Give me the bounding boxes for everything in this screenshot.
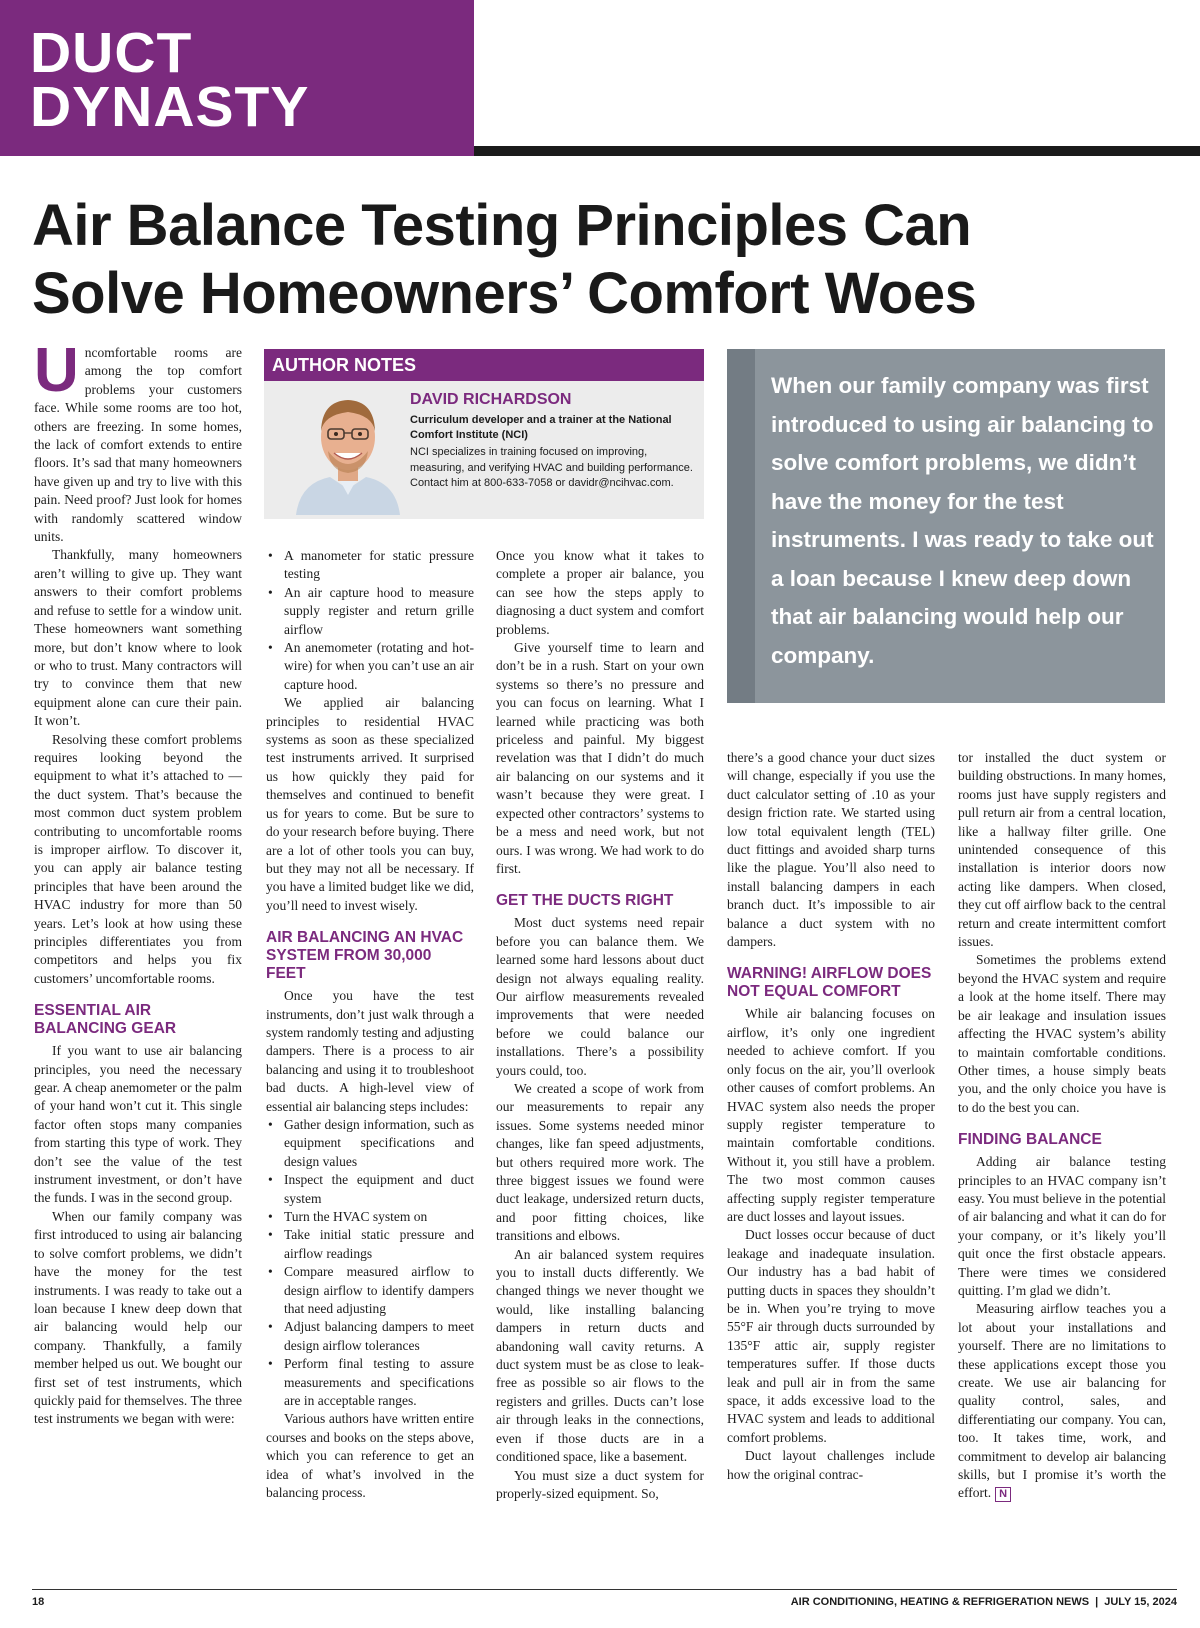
paragraph: If you want to use air balancing principles, you need the necessary gear. A cheap anemometer or the palm of your hand won’t cut it. This single factor often stops many companies from starting this type of work. They don’t see the value of the test instrument investment, or don’t have the funds. I was in the second group. bbox=[34, 1043, 242, 1206]
paragraph: We created a scope of work from our measurements to repair any issues. Some systems needed minor changes, like fan speed adjustments, but others required more work. The three biggest issues we found were duct leakage, undersized return ducts, and poor fitting choices, like transitions and elbows. bbox=[496, 1080, 704, 1244]
section-heading-30000-feet: AIR BALANCING AN HVAC SYSTEM FROM 30,000 FEET bbox=[266, 929, 464, 983]
paragraph: When our family company was first introduced to using air balancing to solve comfort problems, we didn’t have the money for the test instruments. I was ready to take out a loan because I knew deep down that air balancing would help our company. Thankfully, a family member helped us out. We bought our first set of test instruments, which quickly paid for themselves. The three test instruments we began with were: bbox=[34, 1208, 242, 1427]
column-5 bbox=[958, 749, 1166, 1503]
list-item: • A manometer for static pressure testing bbox=[268, 548, 474, 582]
footer-rule bbox=[32, 1589, 1177, 1590]
headline-line1: Air Balance Testing Principles Can bbox=[32, 193, 972, 258]
paragraph: We applied air balancing principles to residential HVAC systems as soon as these specialized test instruments arrived. It surprised us how quickly they paid for themselves and continued to benefit us for years to come. But be sure to do your research before buying. There are a lot of other tools you can buy, but they may not all be necessary. If you have a limited budget like we did, you’ll need to invest wisely. bbox=[266, 695, 474, 913]
section-heading-finding-balance: FINDING BALANCE bbox=[958, 1131, 1102, 1149]
final-paragraph-text: Measuring airflow teaches you a lot about your installations and yourself. There are no limitations to these applications except those you create. We use air balancing for quality control, sales, and differentiating our company. You can, too. It takes time, work, and commitment to develop air balancing skills, but I promise it’s worth the effort. bbox=[958, 1301, 1166, 1501]
paragraph: Various authors have written entire courses and books on the steps above, which you can reference to get an idea of what’s involved in the balancing process. bbox=[266, 1411, 474, 1501]
intro-text: ncomfortable rooms are among the top comfort problems your customers face. While some rooms are too hot, others are freezing. In some homes, the lack of comfort extends to entire floors. It’s sad that many homeowners have given up and try to live with this pain. Need proof? Just look for homes with randomly scattered window units. bbox=[34, 345, 242, 545]
paragraph: While air balancing focuses on airflow, it’s only one ingredient needed to achieve comfort. If you only focus on the air, you’ll overlook other causes of comfort problems. An HVAC system also needs the proper supply register temperature to maintain comfortable conditions. Without it, you still have a problem. The two most common causes affecting supply register temperature are duct losses and layout issues. bbox=[727, 1006, 935, 1224]
paragraph: Sometimes the problems extend beyond the HVAC system and require a look at the home itself. There may be air leakage and insulation issues affecting the HVAC system’s ability to maintain comfortable conditions. Other times, a house simply beats you, and the only choice you have is to do the best you can. bbox=[958, 952, 1166, 1115]
paragraph: Duct layout challenges include how the original contrac- bbox=[727, 1448, 935, 1482]
paragraph: You must size a duct system for properly-sized equipment. So, bbox=[496, 1467, 704, 1501]
publication-name: AIR CONDITIONING, HEATING & REFRIGERATION NEWS bbox=[790, 1596, 1090, 1608]
footer-separator: | bbox=[1095, 1596, 1099, 1608]
column-4 bbox=[727, 749, 935, 1484]
author-description: NCI specializes in training focused on improving, measuring, and verifying HVAC and building performance. Contact him at 800-633-7058 or davidr@ncihvac.com. bbox=[410, 446, 693, 489]
column-1 bbox=[34, 336, 242, 1429]
paragraph: Resolving these comfort problems requires looking beyond the equipment to what it’s attached to — the duct system. That’s because the most common duct system problem contributing to uncomfortable rooms is improper airflow. To discover it, you can apply air balance testing principles that have been around the HVAC industry for more than 50 years. Let’s look at how using these principles differentiates you from competitors and helps you fix customers’ uncomfortable rooms. bbox=[34, 731, 242, 986]
pull-quote-bar bbox=[727, 349, 755, 703]
column-2 bbox=[266, 547, 474, 1503]
list-item: • Perform final testing to assure measurements and specifications are in acceptable ranges. bbox=[268, 1356, 474, 1409]
author-notes-title: AUTHOR NOTES bbox=[272, 355, 416, 375]
section-banner-title bbox=[30, 21, 310, 139]
steps-list bbox=[266, 1116, 474, 1411]
list-item: • Adjust balancing dampers to meet design airflow tolerances bbox=[268, 1319, 474, 1353]
paragraph: there’s a good chance your duct sizes will change, especially if you use the duct calculator setting of .10 as your design friction rate. We started using low total equivalent length (TEL) duct fittings and avoided sharp turns like the plague. You’ll also need to install balancing dampers in each branch duct. It’s impossible to air balance a duct system with no dampers. bbox=[727, 750, 935, 950]
section-heading-warning: WARNING! AIRFLOW DOES NOT EQUAL COMFORT bbox=[727, 965, 932, 1001]
author-notes-header bbox=[264, 349, 704, 381]
list-item: • Compare measured airflow to design airflow to identify dampers that need adjusting bbox=[268, 1264, 474, 1317]
list-item: • Turn the HVAC system on bbox=[268, 1209, 428, 1224]
paragraph: An air balanced system requires you to install ducts differently. We changed things we never thought we would, like installing balancing dampers in return ducts and abandoning wall cavity returns. A duct system must be as close to leak-free as possible so air flows to the registers and grilles. Ducts can’t lose air through leaks in the connections, even if those ducts are in a conditioned space, like a basement. bbox=[496, 1246, 704, 1465]
list-item: • Gather design information, such as equipment specifications and design values bbox=[268, 1116, 474, 1169]
top-rule bbox=[474, 146, 1200, 156]
paragraph: Adding air balance testing principles to an HVAC company isn’t easy. You must believe in the potential of air balancing and what it can do for your company, or it’s likely you’ll quit once the first obstacle appears. There were times we considered quitting. I’m glad we didn’t. bbox=[958, 1154, 1166, 1298]
intro-paragraph bbox=[34, 336, 242, 546]
section-banner-line1: DUCT bbox=[30, 21, 193, 85]
headline-line2: Solve Homeowners’ Comfort Woes bbox=[32, 261, 977, 326]
section-heading-ducts-right: GET THE DUCTS RIGHT bbox=[496, 892, 674, 910]
section-banner bbox=[0, 0, 474, 156]
section-heading-gear: ESSENTIAL AIR BALANCING GEAR bbox=[34, 1002, 177, 1038]
issue-date: JULY 15, 2024 bbox=[1104, 1596, 1177, 1608]
paragraph: tor installed the duct system or building obstructions. In many homes, rooms just have supply registers and pull return air from a central location, like a hallway filter grille. One unintended consequence of this installation is interior doors now acting like dampers. When closed, they cut off airflow back to the central return and create intermittent comfort issues. bbox=[958, 750, 1166, 950]
author-role: Curriculum developer and a trainer at the National Comfort Institute (NCI) bbox=[410, 414, 672, 441]
author-name: DAVID RICHARDSON bbox=[410, 391, 572, 408]
paragraph: Once you have the test instruments, don’t just walk through a system randomly testing and adjusting dampers. There is a process to air balancing and using it to troubleshoot bad ducts. A high-level view of essential air balancing steps includes: bbox=[266, 988, 474, 1114]
paragraph: Give yourself time to learn and don’t be in a rush. Start on your own systems so there’s no pressure and you can focus on learning. What I learned while practicing was both priceless and painful. My biggest revelation was that I didn’t do much air balancing on our systems and it wasn’t because they were great. I expected other contractors’ systems to be a mess and need work, but not ours. I was wrong. We had work to do first. bbox=[496, 640, 704, 876]
end-mark-icon: N bbox=[995, 1487, 1011, 1502]
paragraph: Thankfully, many homeowners aren’t willing to give up. They want answers to their comfort problems and refuse to settle for a window unit. These homeowners want something more, but don’t know where to look or who to trust. Many contractors will try to convince them that new equipment alone can cure their pain. It won’t. bbox=[34, 547, 242, 729]
paragraph bbox=[958, 1300, 1166, 1502]
pull-quote-text: When our family company was first introduced to using air balancing to solve comfort problems, we didn’t have the money for the test instruments. I was ready to take out a loan because I knew deep down that air balancing would help our company. bbox=[771, 373, 1154, 668]
section-banner-line2: DYNASTY bbox=[30, 75, 310, 139]
column-3 bbox=[496, 547, 704, 1503]
pull-quote-box bbox=[727, 349, 1165, 703]
list-item: • Inspect the equipment and duct system bbox=[268, 1172, 474, 1206]
list-item: • An air capture hood to measure supply register and return grille airflow bbox=[268, 584, 474, 637]
paragraph: Most duct systems need repair before you can balance them. We learned some hard lessons about duct design not always equaling reality. Our airflow measurements revealed improvements that were needed before we could balance our installations. There’s a possibility yours could, too. bbox=[496, 915, 704, 1078]
instrument-list bbox=[266, 547, 474, 694]
paragraph: Once you know what it takes to complete a proper air balance, you can see how the steps apply to diagnosing a duct system and comfort problems. bbox=[496, 548, 704, 637]
drop-cap: U bbox=[34, 336, 79, 405]
footer-publication-info bbox=[791, 1596, 1177, 1608]
list-item: • Take initial static pressure and airflow readings bbox=[268, 1227, 474, 1261]
page-number: 18 bbox=[32, 1596, 45, 1608]
list-item: • An anemometer (rotating and hot-wire) for when you can’t use an air capture hood. bbox=[268, 640, 474, 692]
headline bbox=[32, 192, 1182, 328]
author-photo bbox=[288, 385, 408, 515]
paragraph: Duct losses occur because of duct leakage and inadequate insulation. Our industry has a bad habit of putting ducts in spaces they shouldn’t be in. When you’re trying to move 55°F air through ducts surrounded by 135°F attic air, supply register temperatures suffer. If those ducts leak and pull air in from the same space, it adds excessive load to the HVAC system and leads to additional comfort problems. bbox=[727, 1227, 935, 1445]
author-notes-box bbox=[264, 349, 704, 519]
